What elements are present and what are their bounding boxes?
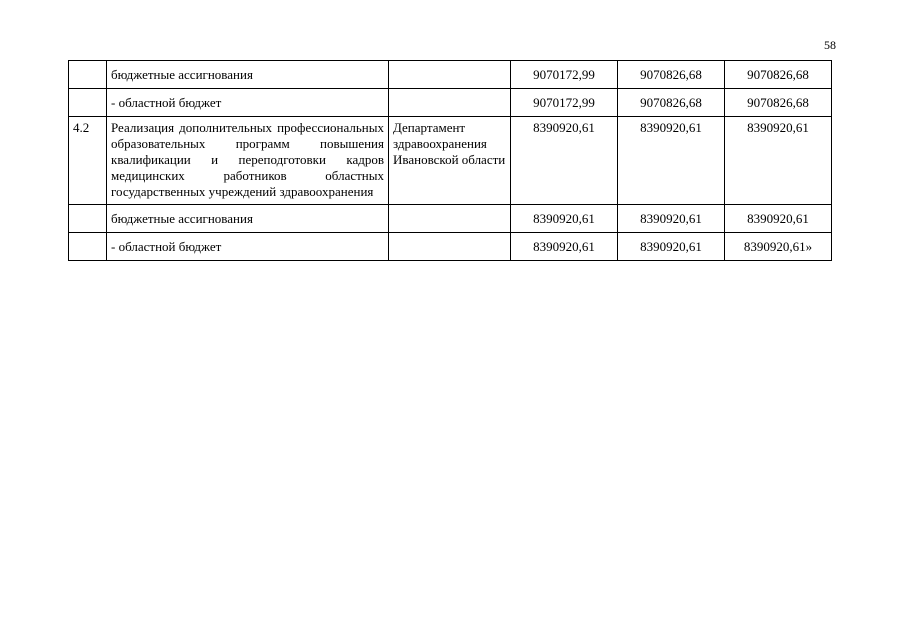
- table-row: [69, 61, 832, 89]
- row-value-2: 8390920,61: [618, 233, 725, 261]
- row-name: - областной бюджет: [107, 89, 389, 117]
- row-value-1: 9070172,99: [511, 61, 618, 89]
- row-number: 4.2: [69, 117, 107, 205]
- row-number: [69, 205, 107, 233]
- row-number: [69, 89, 107, 117]
- row-number: [69, 61, 107, 89]
- row-executor: [389, 233, 511, 261]
- row-value-3: 9070826,68: [725, 61, 832, 89]
- row-value-3: 8390920,61: [725, 117, 832, 205]
- table-row: [69, 117, 832, 205]
- table-row: [69, 89, 832, 117]
- row-value-1: 8390920,61: [511, 117, 618, 205]
- row-executor: [389, 205, 511, 233]
- row-name: - областной бюджет: [107, 233, 389, 261]
- row-value-3: 8390920,61: [725, 205, 832, 233]
- row-number: [69, 233, 107, 261]
- row-value-2: 9070826,68: [618, 61, 725, 89]
- row-value-2: 8390920,61: [618, 117, 725, 205]
- row-name: бюджетные ассигнования: [107, 61, 389, 89]
- row-name: бюджетные ассигнования: [107, 205, 389, 233]
- row-executor: [389, 61, 511, 89]
- row-value-2: 9070826,68: [618, 89, 725, 117]
- row-name: Реализация дополнительных профессиональных образовательных программ повышения квалификации и переподготовки кадров медицинских работников областных государственных учреждений здравоохранения: [107, 117, 389, 205]
- budget-table: [68, 60, 832, 261]
- row-value-2: 8390920,61: [618, 205, 725, 233]
- row-value-1: 8390920,61: [511, 233, 618, 261]
- table-row: [69, 233, 832, 261]
- row-executor: Департамент здравоохранения Ивановской области: [389, 117, 511, 205]
- row-value-3: 9070826,68: [725, 89, 832, 117]
- page-number: 58: [824, 38, 836, 52]
- row-value-1: 8390920,61: [511, 205, 618, 233]
- row-value-3: 8390920,61»: [725, 233, 832, 261]
- table-row: [69, 205, 832, 233]
- row-executor: [389, 89, 511, 117]
- row-value-1: 9070172,99: [511, 89, 618, 117]
